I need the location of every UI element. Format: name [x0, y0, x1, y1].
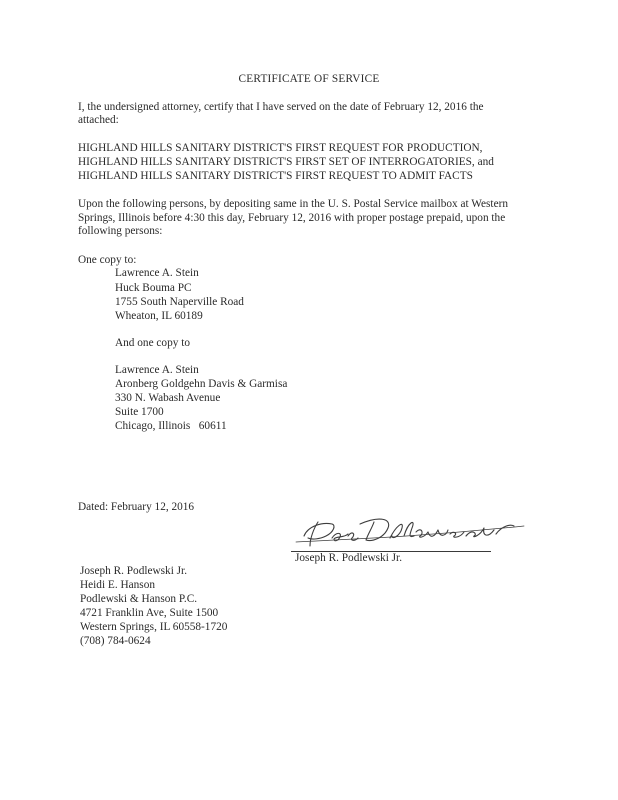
recipient-1-line: 1755 South Naperville Road: [115, 296, 244, 308]
signature-name: Joseph R. Podlewski Jr.: [295, 552, 403, 564]
document-title: CERTIFICATE OF SERVICE: [238, 73, 380, 85]
intro-line-1: I, the undersigned attorney, certify that I have served on the date of February 12, 2016 the: [78, 101, 484, 113]
recipient-1-line: Wheaton, IL 60189: [115, 310, 203, 322]
recipient-2-line: Lawrence A. Stein: [115, 364, 199, 376]
handwritten-signature: [288, 512, 528, 554]
recipient-2-line: Suite 1700: [115, 406, 164, 418]
firm-block-line: Podlewski & Hanson P.C.: [80, 593, 198, 605]
firm-block-line: Joseph R. Podlewski Jr.: [80, 565, 188, 577]
copy-label-2: And one copy to: [115, 337, 190, 349]
firm-block-line: (708) 784-0624: [80, 635, 151, 647]
service-line-2: Springs, Illinois before 4:30 this day, February 12, 2016 with proper postage prepaid, upon the: [78, 212, 506, 224]
recipient-1-line: Huck Bouma PC: [115, 282, 192, 294]
firm-block-line: Western Springs, IL 60558-1720: [80, 621, 228, 633]
dated-line: Dated: February 12, 2016: [78, 501, 195, 513]
recipient-2-line: 330 N. Wabash Avenue: [115, 392, 221, 404]
recipient-2-line: Chicago, Illinois 60611: [115, 420, 227, 432]
firm-block-line: Heidi E. Hanson: [80, 579, 155, 591]
intro-line-2: attached:: [78, 114, 119, 126]
served-document-3: HIGHLAND HILLS SANITARY DISTRICT'S FIRST REQUEST TO ADMIT FACTS: [78, 170, 473, 182]
served-document-1: HIGHLAND HILLS SANITARY DISTRICT'S FIRST REQUEST FOR PRODUCTION,: [78, 142, 483, 154]
service-line-1: Upon the following persons, by depositing same in the U. S. Postal Service mailbox at Western: [78, 198, 508, 210]
recipient-1-line: Lawrence A. Stein: [115, 267, 199, 279]
firm-block-line: 4721 Franklin Ave, Suite 1500: [80, 607, 219, 619]
service-line-3: following persons:: [78, 225, 163, 237]
recipient-2-line: Aronberg Goldgehn Davis & Garmisa: [115, 378, 288, 390]
copy-label-1: One copy to:: [78, 254, 137, 266]
served-document-2: HIGHLAND HILLS SANITARY DISTRICT'S FIRST SET OF INTERROGATORIES, and: [78, 156, 494, 168]
